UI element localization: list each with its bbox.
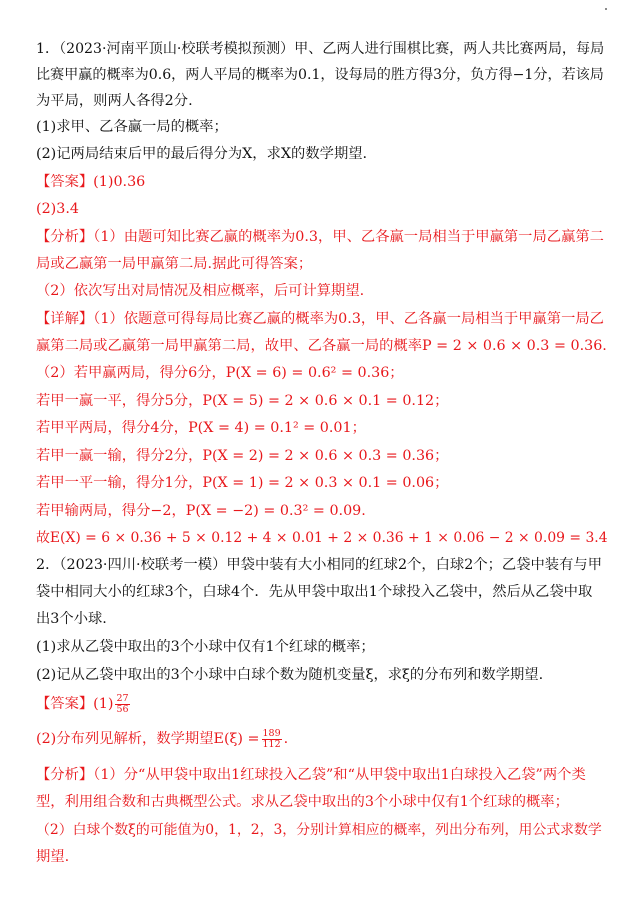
q1-detail-line-2: 赢第二局或乙赢第一局甲赢第二局，故甲、乙各赢一局的概率P = 2 × 0.6 × 0.3 = 0.36. (36, 338, 607, 354)
corner-dot (605, 8, 607, 10)
q2-analysis-line-1: 【分析】（1）分“从甲袋中取出1红球投入乙袋”和“从甲袋中取出1白球投入乙袋”两个类 (36, 767, 586, 783)
q2-analysis-line-4: 期望. (36, 849, 70, 865)
fraction-denominator: 112 (262, 738, 281, 750)
q1-detail-line-8: 若甲输两局，得分−2，P(X = −2) = 0.3² = 0.09. (36, 503, 366, 519)
q1-part-2: (2)记两局结束后甲的最后得分为X，求X的数学期望. (36, 146, 368, 162)
q1-detail-line-7: 若甲一平一输，得分1分，P(X = 1) = 2 × 0.3 × 0.1 = 0.06； (36, 475, 449, 491)
q2-stem-line-3: 出3个小球. (36, 611, 107, 627)
q2-answer-2-prefix: (2)分布列见解析，数学期望E(ξ) = (36, 731, 260, 747)
fraction-numerator: 27 (116, 692, 129, 704)
q1-analysis-line-2: 局或乙赢第一局甲赢第二局.据此可得答案； (36, 256, 313, 272)
q1-detail-line-5: 若甲平两局，得分4分，P(X = 4) = 0.1² = 0.01； (36, 420, 366, 436)
q2-answer-1 (36, 693, 608, 715)
q2-part-2: (2)记从乙袋中取出的3个小球中白球个数为随机变量ξ，求ξ的分布列和数学期望. (36, 667, 544, 683)
fraction-189-112 (262, 729, 282, 750)
q2-analysis-line-2: 型，利用组合数和古典概型公式。求从乙袋中取出的3个小球中仅有1个红球的概率； (36, 794, 569, 810)
q2-stem-line-2: 袋中相同大小的红球3个，白球4个．先从甲袋中取出1个球投入乙袋中，然后从乙袋中取 (36, 584, 593, 600)
q2-analysis-line-3: （2）白球个数ξ的可能值为0，1，2，3，分别计算相应的概率，列出分布列，用公式求数学 (36, 822, 602, 838)
q1-part-1: (1)求甲、乙各赢一局的概率； (36, 119, 228, 135)
q1-answer-2: (2)3.4 (36, 201, 79, 217)
q1-stem-line-3: 为平局，则两人各得2分. (36, 93, 193, 109)
fraction-27-56 (115, 694, 129, 715)
q1-stem-line-2: 比赛甲赢的概率为0.6，两人平局的概率为0.1，设每局的胜方得3分，负方得−1分，若该局 (36, 67, 604, 83)
fraction-denominator: 56 (116, 703, 129, 715)
q1-stem-line-1: 1．（2023·河南平顶山·校联考模拟预测）甲、乙两人进行围棋比赛，两人共比赛两局，每局 (36, 41, 605, 57)
q1-detail-line-6: 若甲一赢一输，得分2分，P(X = 2) = 2 × 0.6 × 0.3 = 0.36； (36, 448, 449, 464)
q1-expectation-line: 故E(X) = 6 × 0.36 + 5 × 0.12 + 4 × 0.01 + 2 × 0.36 + 1 × 0.06 − 2 × 0.09 = 3.4 (36, 530, 608, 546)
q2-part-1: (1)求从乙袋中取出的3个小球中仅有1个红球的概率； (36, 639, 375, 655)
q1-detail-line-1: 【详解】（1）依题意可得每局比赛乙赢的概率为0.3，甲、乙各赢一局相当于甲赢第一局乙 (36, 311, 604, 327)
q2-answer-1-prefix: 【答案】(1) (36, 696, 114, 712)
q2-stem-line-1: 2．（2023·四川·校联考一模）甲袋中装有大小相同的红球2个，白球2个；乙袋中装有与甲 (36, 557, 602, 573)
q1-detail-line-3: （2）若甲赢两局，得分6分，P(X = 6) = 0.6² = 0.36； (36, 365, 404, 381)
q1-analysis-line-3: （2）依次写出对局情况及相应概率，后可计算期望. (36, 283, 365, 299)
q1-answer-1: 【答案】(1)0.36 (36, 174, 146, 190)
fraction-numerator: 189 (262, 727, 281, 739)
q2-answer-2 (36, 728, 608, 750)
q1-detail-line-4: 若甲一赢一平，得分5分，P(X = 5) = 2 × 0.6 × 0.1 = 0.12； (36, 393, 449, 409)
q1-analysis-line-1: 【分析】（1）由题可知比赛乙赢的概率为0.3，甲、乙各赢一局相当于甲赢第一局乙赢第二 (36, 229, 604, 245)
q2-answer-2-suffix: . (283, 731, 289, 747)
